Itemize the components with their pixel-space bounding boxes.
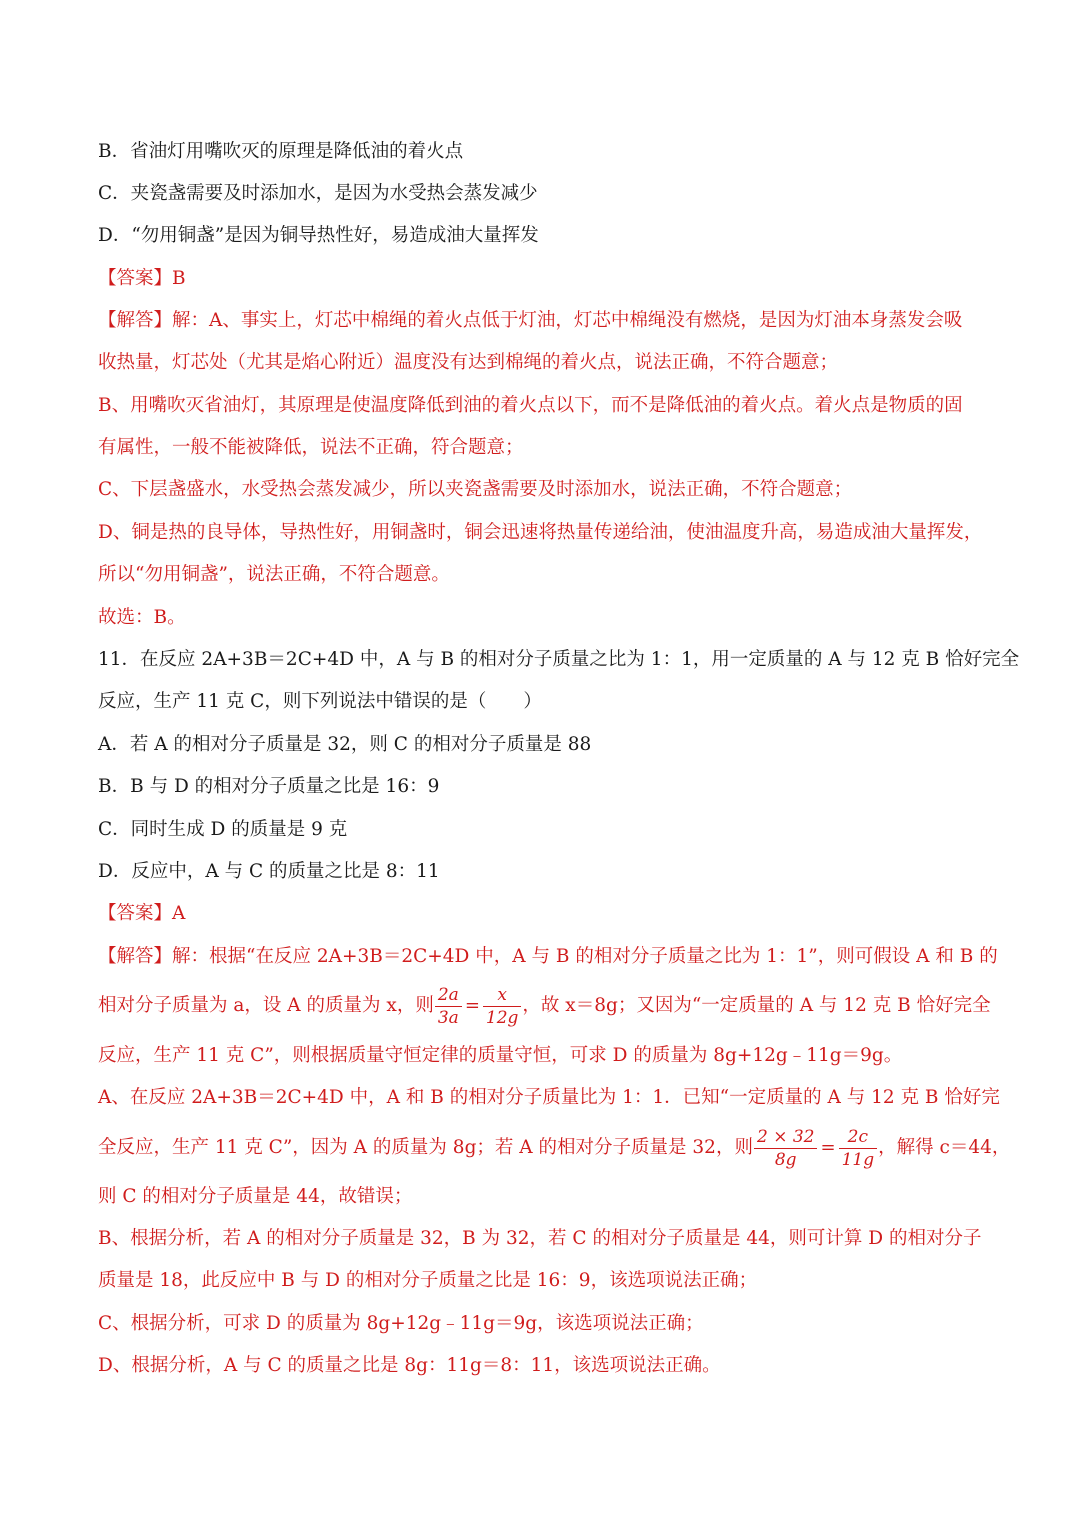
fraction-numerator: 2a [435,984,462,1007]
fraction-2c-11g [839,1126,878,1171]
fraction-numerator: 2 × 32 [754,1126,818,1149]
q10-choice-line: 故选：B。 [98,607,186,628]
q10-option-b: B．省油灯用嘴吹灭的原理是降低油的着火点 [98,141,464,162]
q11-analysis-formula-line [98,980,991,1032]
analysis-text: 相对分子质量为 a，设 A 的质量为 x，则 [98,995,434,1016]
q11-analysis-formula-line [98,1122,1011,1174]
q11-analysis-line: 反应，生产 11 克 C”，则根据质量守恒定律的质量守恒，可求 D 的质量为 8g+12g﹣11g＝9g。 [98,1045,903,1066]
q11-option-c: C．同时生成 D 的质量是 9 克 [98,819,348,840]
answer-tag: 【答案】 [98,268,173,289]
analysis-text: ，故 x＝8g；又因为“一定质量的 A 与 12 克 B 恰好完全 [522,995,991,1016]
q11-option-a: A．若 A 的相对分子质量是 32，则 C 的相对分子质量是 88 [98,734,592,755]
fraction-numerator: 2c [839,1126,878,1149]
q11-analysis-line: A、在反应 2A+3B＝2C+4D 中，A 和 B 的相对分子质量比为 1：1．已知“一定质量的 A 与 12 克 B 恰好完 [98,1087,1000,1108]
analysis-text: 解：根据“在反应 2A+3B＝2C+4D 中，A 与 B 的相对分子质量之比为 1：1”，则可假设 A 和 B 的 [172,946,998,967]
answer-value: B [172,268,186,289]
fraction-denominator: 8g [774,1149,797,1170]
analysis-tag: 【解答】 [98,310,173,331]
analysis-tag: 【解答】 [98,946,173,967]
q11-analysis-line: 质量是 18，此反应中 B 与 D 的相对分子质量之比是 16：9，该选项说法正确； [98,1270,758,1291]
q10-option-d: D．“勿用铜盏”是因为铜导热性好，易造成油大量挥发 [98,225,539,246]
q10-analysis-line [98,308,982,334]
equals-sign: = [464,995,480,1016]
q10-analysis-line: 收热量，灯芯处（尤其是焰心附近）温度没有达到棉绳的着火点，说法正确，不符合题意； [98,352,839,373]
q10-analysis-line: 有属性，一般不能被降低，说法不正确，符合题意； [98,437,524,458]
q11-option-b: B．B 与 D 的相对分子质量之比是 16：9 [98,776,440,797]
q11-option-d: D．反应中，A 与 C 的质量之比是 8：11 [98,861,440,882]
q10-analysis-line: C、下层盏盛水，水受热会蒸发减少，所以夹瓷盏需要及时添加水，说法正确，不符合题意； [98,479,853,500]
fraction-denominator: 12g [485,1007,519,1028]
q11-stem-line: 11．在反应 2A+3B＝2C+4D 中，A 与 B 的相对分子质量之比为 1：1，用一定质量的 A 与 12 克 B 恰好完全 [98,649,1020,670]
q11-answer [98,901,982,927]
fraction-2x32-8g [754,1126,818,1171]
q10-analysis-line: B、用嘴吹灭省油灯，其原理是使温度降低到油的着火点以下，而不是降低油的着火点。着火点是物质的固 [98,395,963,416]
analysis-text: 全反应，生产 11 克 C”，因为 A 的质量为 8g；若 A 的相对分子质量是 32，则 [98,1137,753,1158]
q10-answer [98,266,982,292]
q10-analysis-line: D、铜是热的良导体，导热性好，用铜盏时，铜会迅速将热量传递给油，使油温度升高，易造成油大量挥发， [98,522,983,543]
fraction-x-12g [483,984,522,1029]
q11-analysis-line: C、根据分析，可求 D 的质量为 8g+12g﹣11g＝9g，该选项说法正确； [98,1313,704,1334]
q11-analysis-line: D、根据分析，A 与 C 的质量之比是 8g：11g＝8：11，该选项说法正确。 [98,1355,721,1376]
q10-option-c: C．夹瓷盏需要及时添加水，是因为水受热会蒸发减少 [98,183,538,204]
answer-value: A [172,903,186,924]
fraction-denominator: 3a [437,1007,459,1028]
analysis-text: ，解得 c＝44， [878,1137,1011,1158]
fraction-denominator: 11g [841,1149,875,1170]
q11-stem-line: 反应，生产 11 克 C，则下列说法中错误的是（ ） [98,691,542,712]
q11-analysis-line: 则 C 的相对分子质量是 44，故错误； [98,1186,413,1207]
q11-analysis-line [98,944,998,970]
fraction-numerator: x [483,984,522,1007]
q11-analysis-line: B、根据分析，若 A 的相对分子质量是 32，B 为 32，若 C 的相对分子质量是 44，则可计算 D 的相对分子 [98,1228,982,1249]
analysis-text: 解：A、事实上，灯芯中棉绳的着火点低于灯油，灯芯中棉绳没有燃烧，是因为灯油本身蒸发会吸 [172,310,963,331]
q10-analysis-line: 所以“勿用铜盏”，说法正确，不符合题意。 [98,564,450,585]
equals-sign: = [820,1137,836,1158]
fraction-2a-3a [435,984,462,1029]
answer-tag: 【答案】 [98,903,173,924]
